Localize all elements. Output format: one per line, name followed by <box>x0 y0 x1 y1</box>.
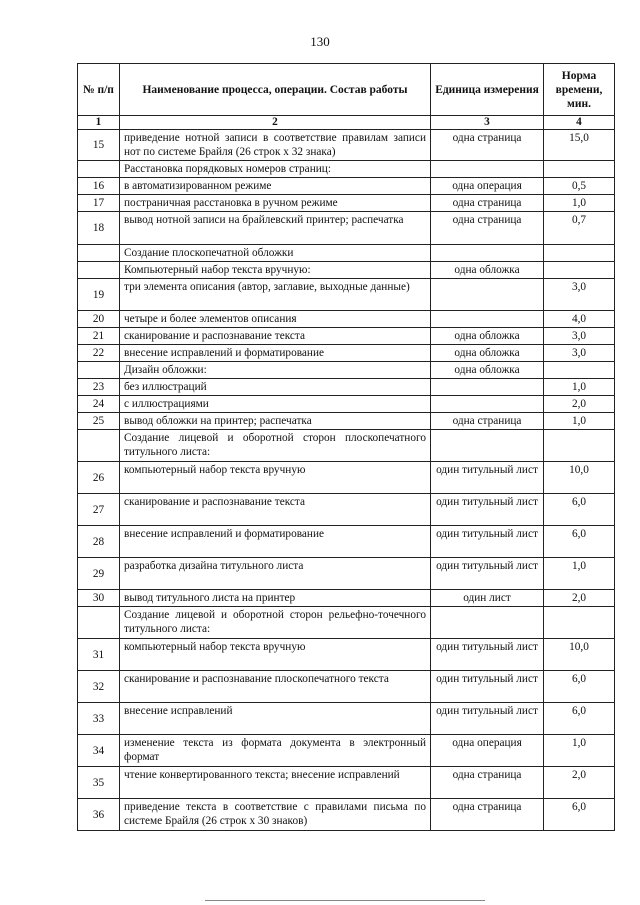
header-number: № п/п <box>78 64 120 116</box>
row-unit: один титульный лист <box>431 671 544 703</box>
row-unit: один титульный лист <box>431 526 544 558</box>
row-process-name: сканирование и распознавание текста <box>120 328 431 345</box>
row-norm <box>544 245 615 262</box>
row-number: 22 <box>78 345 120 362</box>
norms-table <box>77 63 615 831</box>
row-number: 27 <box>78 494 120 526</box>
table-row <box>78 212 615 245</box>
row-number: 31 <box>78 639 120 671</box>
table-body <box>78 130 615 831</box>
row-number: 23 <box>78 379 120 396</box>
table-row <box>78 178 615 195</box>
column-numbers-row <box>78 116 615 130</box>
row-norm: 1,0 <box>544 195 615 212</box>
column-number-4: 4 <box>544 116 615 130</box>
table-row <box>78 362 615 379</box>
table-row <box>78 799 615 831</box>
row-unit: одна обложка <box>431 262 544 279</box>
row-unit: одна страница <box>431 767 544 799</box>
row-process-name: без иллюстраций <box>120 379 431 396</box>
row-norm: 3,0 <box>544 345 615 362</box>
row-number: 33 <box>78 703 120 735</box>
table-row <box>78 328 615 345</box>
row-norm: 6,0 <box>544 799 615 831</box>
row-process-name: Создание плоскопечатной обложки <box>120 245 431 262</box>
row-number <box>78 245 120 262</box>
row-number: 15 <box>78 130 120 161</box>
row-unit: одна страница <box>431 413 544 430</box>
row-unit: одна обложка <box>431 345 544 362</box>
row-process-name: чтение конвертированного текста; внесение исправлений <box>120 767 431 799</box>
row-norm: 10,0 <box>544 639 615 671</box>
row-unit: один титульный лист <box>431 462 544 494</box>
row-process-name: приведение текста в соответствие с правилами письма по системе Брайля (26 строк х 30 знаков) <box>120 799 431 831</box>
row-norm <box>544 430 615 462</box>
row-number: 29 <box>78 558 120 590</box>
row-process-name: четыре и более элементов описания <box>120 311 431 328</box>
row-unit <box>431 430 544 462</box>
row-unit: одна операция <box>431 735 544 767</box>
page-number: 130 <box>310 34 330 49</box>
row-process-name: постраничная расстановка в ручном режиме <box>120 195 431 212</box>
row-process-name: приведение нотной записи в соответствие правилам записи нот по системе Брайля (26 строк х 32 знака) <box>120 130 431 161</box>
column-number-2: 2 <box>120 116 431 130</box>
row-number <box>78 161 120 178</box>
table-row <box>78 671 615 703</box>
row-process-name: Компьютерный набор текста вручную: <box>120 262 431 279</box>
table-row <box>78 639 615 671</box>
row-process-name: в автоматизированном режиме <box>120 178 431 195</box>
row-norm: 10,0 <box>544 462 615 494</box>
row-process-name: внесение исправлений и форматирование <box>120 345 431 362</box>
row-norm: 1,0 <box>544 558 615 590</box>
row-process-name: компьютерный набор текста вручную <box>120 639 431 671</box>
row-norm: 6,0 <box>544 494 615 526</box>
row-unit: один титульный лист <box>431 703 544 735</box>
row-unit: одна операция <box>431 178 544 195</box>
row-number: 28 <box>78 526 120 558</box>
table-row <box>78 311 615 328</box>
table-row <box>78 195 615 212</box>
row-number: 24 <box>78 396 120 413</box>
row-norm: 0,5 <box>544 178 615 195</box>
row-norm: 3,0 <box>544 328 615 345</box>
row-unit: одна страница <box>431 212 544 245</box>
row-process-name: три элемента описания (автор, заглавие, выходные данные) <box>120 279 431 311</box>
row-process-name: разработка дизайна титульного листа <box>120 558 431 590</box>
column-number-3: 3 <box>431 116 544 130</box>
row-norm: 1,0 <box>544 735 615 767</box>
table-row <box>78 590 615 607</box>
row-norm <box>544 607 615 639</box>
row-unit: один титульный лист <box>431 494 544 526</box>
table-row <box>78 413 615 430</box>
row-number <box>78 430 120 462</box>
row-unit <box>431 161 544 178</box>
row-process-name: внесение исправлений и форматирование <box>120 526 431 558</box>
row-process-name: Расстановка порядковых номеров страниц: <box>120 161 431 178</box>
row-process-name: внесение исправлений <box>120 703 431 735</box>
row-unit <box>431 379 544 396</box>
row-process-name: вывод нотной записи на брайлевский принтер; распечатка <box>120 212 431 245</box>
row-process-name: компьютерный набор текста вручную <box>120 462 431 494</box>
row-unit <box>431 311 544 328</box>
header-norm: Норма времени, мин. <box>544 64 615 116</box>
column-number-1: 1 <box>78 116 120 130</box>
table-row <box>78 558 615 590</box>
row-norm: 6,0 <box>544 671 615 703</box>
table-row <box>78 767 615 799</box>
table-row <box>78 526 615 558</box>
row-unit: одна страница <box>431 130 544 161</box>
row-norm <box>544 262 615 279</box>
row-process-name: Создание лицевой и оборотной сторон плоскопечатного титульного листа: <box>120 430 431 462</box>
table-row <box>78 279 615 311</box>
row-unit: один титульный лист <box>431 558 544 590</box>
row-process-name: сканирование и распознавание текста <box>120 494 431 526</box>
row-norm: 0,7 <box>544 212 615 245</box>
row-norm <box>544 362 615 379</box>
row-norm: 1,0 <box>544 379 615 396</box>
table-header-row <box>78 64 615 116</box>
table-row <box>78 245 615 262</box>
table-row <box>78 161 615 178</box>
row-unit <box>431 245 544 262</box>
table-row <box>78 379 615 396</box>
header-unit: Единица измерения <box>431 64 544 116</box>
row-norm: 6,0 <box>544 526 615 558</box>
header-process-name: Наименование процесса, операции. Состав работы <box>120 64 431 116</box>
row-norm: 2,0 <box>544 767 615 799</box>
row-number: 36 <box>78 799 120 831</box>
table-row <box>78 607 615 639</box>
row-number <box>78 362 120 379</box>
row-number: 34 <box>78 735 120 767</box>
table-row <box>78 430 615 462</box>
row-number: 20 <box>78 311 120 328</box>
row-unit: одна страница <box>431 799 544 831</box>
row-unit: один лист <box>431 590 544 607</box>
row-norm: 1,0 <box>544 413 615 430</box>
table-row <box>78 396 615 413</box>
table-row <box>78 703 615 735</box>
row-number: 30 <box>78 590 120 607</box>
row-number: 16 <box>78 178 120 195</box>
row-number: 21 <box>78 328 120 345</box>
table-row <box>78 494 615 526</box>
row-number <box>78 262 120 279</box>
table-row <box>78 262 615 279</box>
row-norm: 4,0 <box>544 311 615 328</box>
row-unit: одна страница <box>431 195 544 212</box>
row-unit <box>431 279 544 311</box>
row-norm: 2,0 <box>544 590 615 607</box>
table-row <box>78 130 615 161</box>
page-bottom-rule <box>205 900 485 901</box>
row-number: 32 <box>78 671 120 703</box>
row-process-name: вывод обложки на принтер; распечатка <box>120 413 431 430</box>
row-unit <box>431 396 544 413</box>
row-process-name: Создание лицевой и оборотной сторон рельефно-точечного титульного листа: <box>120 607 431 639</box>
row-number: 19 <box>78 279 120 311</box>
row-norm: 15,0 <box>544 130 615 161</box>
row-norm: 2,0 <box>544 396 615 413</box>
table-row <box>78 462 615 494</box>
row-unit: одна обложка <box>431 328 544 345</box>
row-process-name: вывод титульного листа на принтер <box>120 590 431 607</box>
row-number: 18 <box>78 212 120 245</box>
row-number: 25 <box>78 413 120 430</box>
row-norm: 3,0 <box>544 279 615 311</box>
row-unit: одна обложка <box>431 362 544 379</box>
row-norm <box>544 161 615 178</box>
table-row <box>78 345 615 362</box>
row-number <box>78 607 120 639</box>
row-process-name: Дизайн обложки: <box>120 362 431 379</box>
row-norm: 6,0 <box>544 703 615 735</box>
row-process-name: изменение текста из формата документа в электронный формат <box>120 735 431 767</box>
row-unit: один титульный лист <box>431 639 544 671</box>
row-unit <box>431 607 544 639</box>
table-row <box>78 735 615 767</box>
row-number: 17 <box>78 195 120 212</box>
row-process-name: сканирование и распознавание плоскопечатного текста <box>120 671 431 703</box>
row-process-name: с иллюстрациями <box>120 396 431 413</box>
row-number: 26 <box>78 462 120 494</box>
row-number: 35 <box>78 767 120 799</box>
